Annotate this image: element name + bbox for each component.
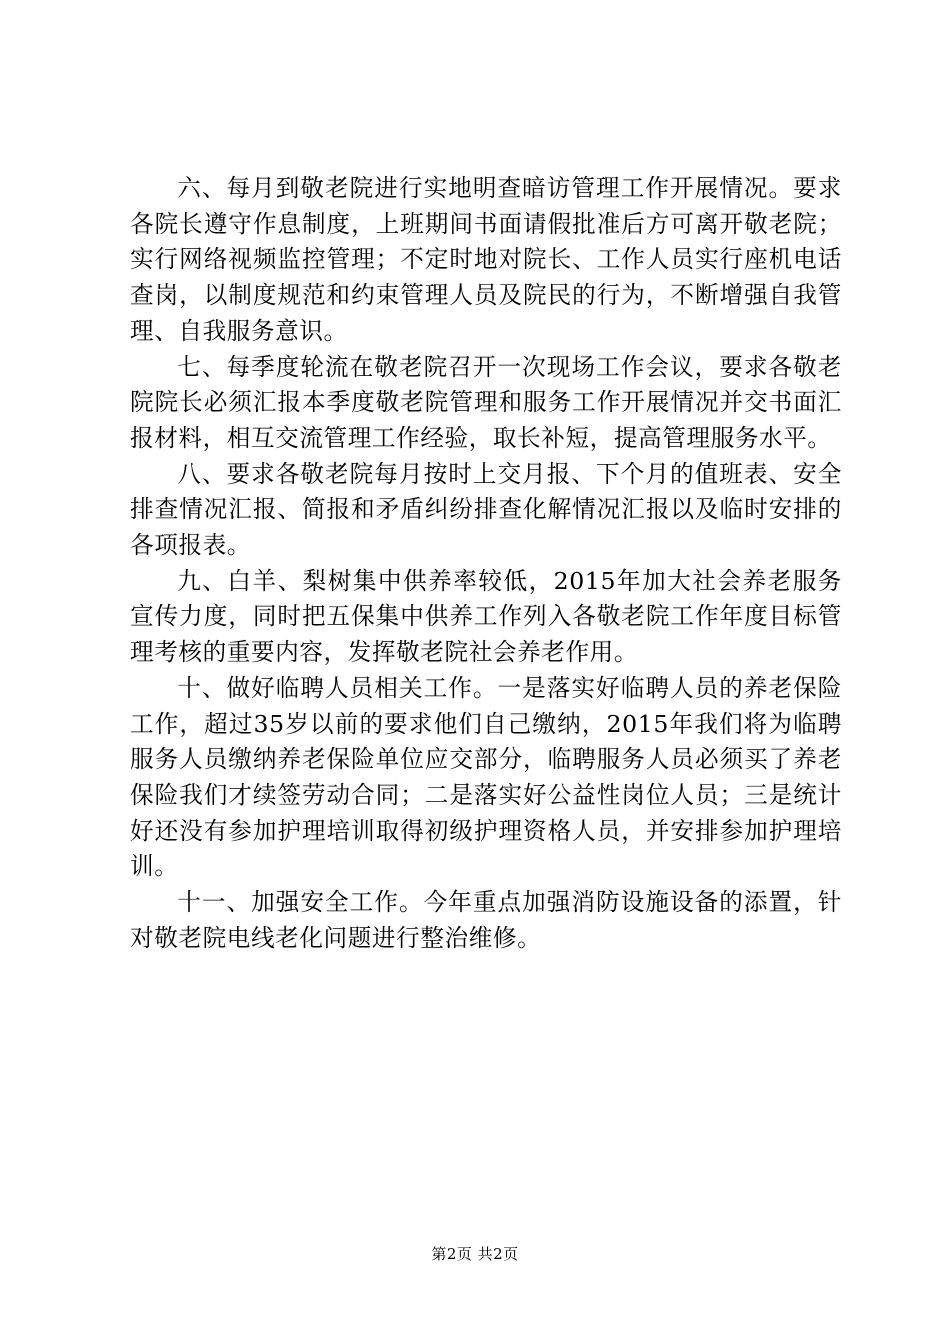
paragraph-9: 九、白羊、梨树集中供养率较低，2015年加大社会养老服务宣传力度，同时把五保集中供养工作列入各敬老院工作年度目标管理考核的重要内容，发挥敬老院社会养老作用。 — [130, 566, 842, 667]
page-number-footer: 第2页 共2页 — [431, 1245, 519, 1263]
paragraph-8: 八、要求各敬老院每月按时上交月报、下个月的值班表、安全排查情况汇报、简报和矛盾纠纷排查化解情况汇报以及临时安排的各项报表。 — [130, 459, 842, 560]
paragraph-11: 十一、加强安全工作。今年重点加强消防设施设备的添置，针对敬老院电线老化问题进行整治维修。 — [130, 888, 842, 952]
paragraph-10: 十、做好临聘人员相关工作。一是落实好临聘人员的养老保险工作，超过35岁以前的要求他们自己缴纳，2015年我们将为临聘服务人员缴纳养老保险单位应交部分，临聘服务人员必须买了养老保险我们才续签劳动合同；二是落实好公益性岗位人员；三是统计好还没有参加护理培训取得初级护理资格人员，并安排参加护理培训。 — [130, 673, 842, 881]
document-body — [130, 171, 842, 956]
paragraph-6: 六、每月到敬老院进行实地明查暗访管理工作开展情况。要求各院长遵守作息制度，上班期间书面请假批准后方可离开敬老院；实行网络视频监控管理；不定时地对院长、工作人员实行座机电话查岗，以制度规范和约束管理人员及院民的行为，不断增强自我管理、自我服务意识。 — [130, 174, 842, 345]
paragraph-7: 七、每季度轮流在敬老院召开一次现场工作会议，要求各敬老院院长必须汇报本季度敬老院管理和服务工作开展情况并交书面汇报材料，相互交流管理工作经验，取长补短，提高管理服务水平。 — [130, 352, 842, 452]
